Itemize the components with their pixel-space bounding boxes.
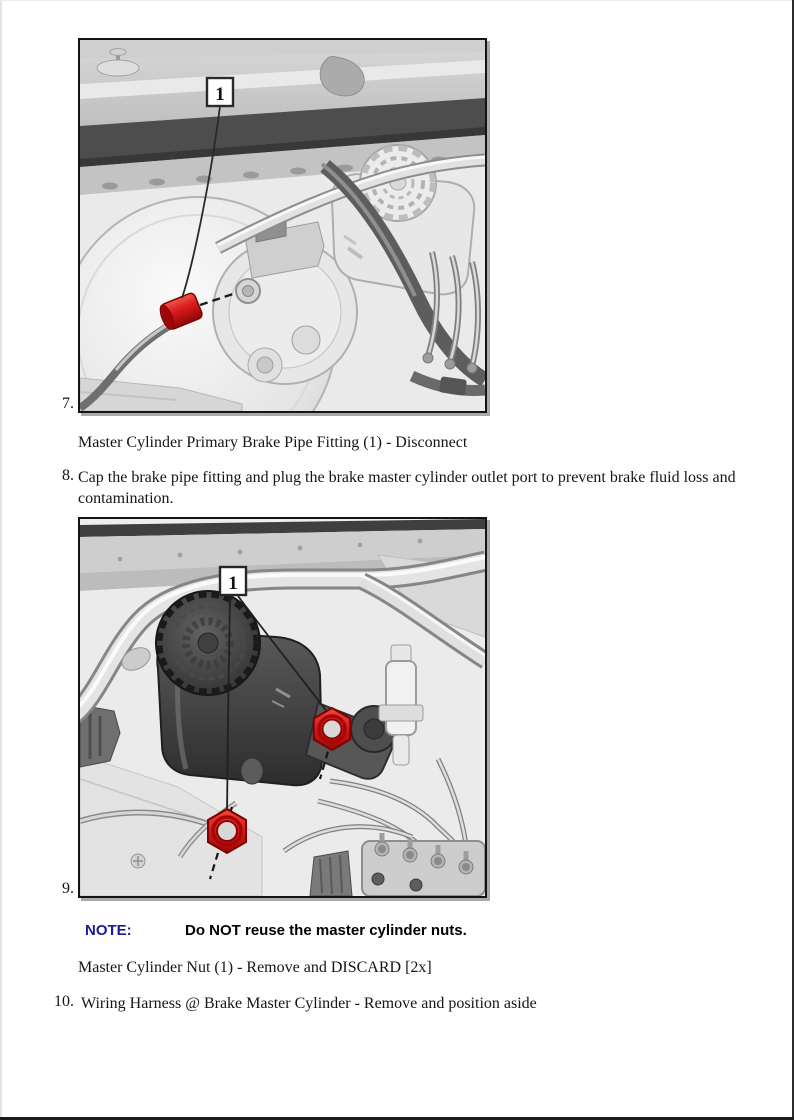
- figure-2-illustration: [80, 519, 485, 896]
- note-text: Do NOT reuse the master cylinder nuts.: [185, 922, 467, 939]
- reservoir-cap-dark: [156, 591, 260, 695]
- abs-module: [362, 833, 485, 896]
- figure-2-caption: Master Cylinder Nut (1) - Remove and DISCARD [2x]: [78, 959, 432, 976]
- figure-2: [78, 517, 487, 898]
- svg-text:1: 1: [215, 84, 225, 105]
- page-edge-left: [0, 0, 2, 1120]
- svg-text:1: 1: [228, 573, 238, 594]
- outlet-port: [236, 279, 260, 303]
- step-number-9: 9.: [62, 880, 74, 897]
- figure-1-illustration: [80, 40, 485, 411]
- step-8-text: Cap the brake pipe fitting and plug the brake master cylinder outlet port to prevent brake fluid loss and contamination.: [78, 469, 736, 507]
- note-label: NOTE:: [85, 922, 132, 939]
- master-cylinder-nut-lower-highlight: [208, 809, 246, 853]
- master-cylinder-nut-upper-highlight: [314, 708, 350, 750]
- figure-1: [78, 38, 487, 413]
- callout-1-label: [220, 567, 246, 595]
- step-number-8: 8.: [62, 467, 74, 484]
- step-number-10: 10.: [54, 993, 74, 1010]
- figure-1-caption: Master Cylinder Primary Brake Pipe Fitting (1) - Disconnect: [78, 434, 468, 451]
- page-edge-top: [0, 0, 794, 1]
- step-number-7: 7.: [62, 395, 74, 412]
- harness-connector: [310, 851, 352, 896]
- callout-1-label: [207, 78, 233, 106]
- step-10-text: Wiring Harness @ Brake Master Cylinder - Remove and position aside: [81, 995, 537, 1012]
